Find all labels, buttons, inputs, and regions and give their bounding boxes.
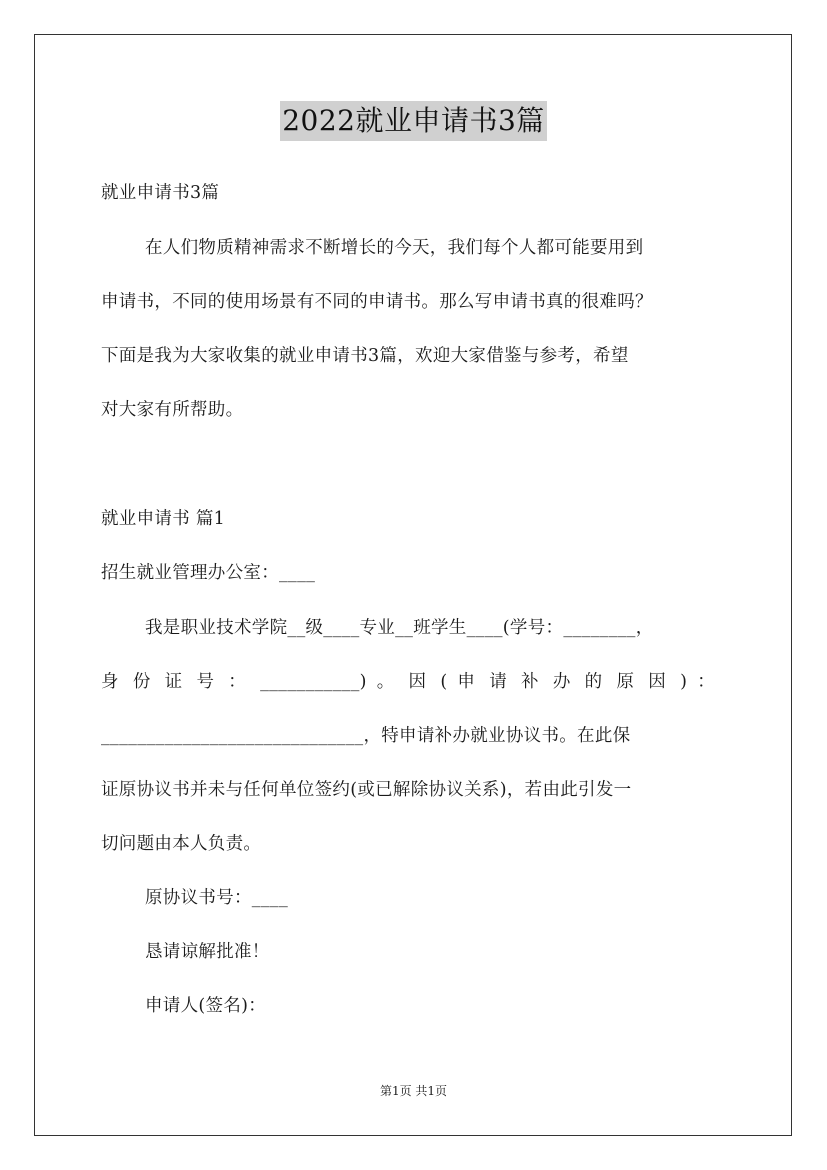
document-heading: 就业申请书3篇 bbox=[101, 183, 220, 203]
body-line-5: 切问题由本人负责。 bbox=[101, 834, 262, 854]
signature-line: 申请人(签名)： bbox=[145, 996, 267, 1016]
title-container bbox=[0, 101, 827, 141]
section-title: 就业申请书 篇1 bbox=[101, 509, 226, 529]
intro-line-4: 对大家有所帮助。 bbox=[101, 400, 244, 420]
body-line-2: 身 份 证 号 ： ___________) 。 因 ( 申 请 补 办 的 原 因 ) ： bbox=[101, 672, 715, 692]
body-line-1: 我是职业技术学院__级____专业__班学生____(学号：________， bbox=[145, 618, 654, 638]
body-line-3: _____________________________，特申请补办就业协议书。在此保 bbox=[101, 726, 631, 746]
document-title: 2022就业申请书3篇 bbox=[280, 101, 547, 141]
body-line-4: 证原协议书并未与任何单位签约(或已解除协议关系)，若由此引发一 bbox=[101, 780, 632, 800]
page-footer: 第1页 共1页 bbox=[379, 1084, 448, 1098]
request-line: 恳请谅解批准！ bbox=[145, 942, 270, 962]
original-number-line: 原协议书号：____ bbox=[145, 888, 288, 908]
intro-line-3: 下面是我为大家收集的就业申请书3篇，欢迎大家借鉴与参考，希望 bbox=[101, 346, 629, 366]
recipient-line: 招生就业管理办公室：____ bbox=[101, 563, 316, 583]
intro-line-1: 在人们物质精神需求不断增长的今天，我们每个人都可能要用到 bbox=[145, 238, 644, 258]
intro-line-2: 申请书，不同的使用场景有不同的申请书。那么写申请书真的很难吗？ bbox=[101, 292, 653, 312]
